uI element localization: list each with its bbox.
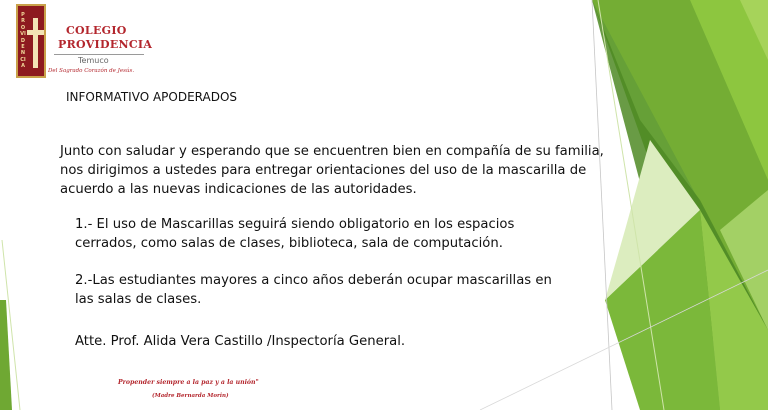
logo-divider bbox=[54, 54, 144, 55]
school-logo bbox=[14, 4, 153, 80]
notice-item-2: 2.-Las estudiantes mayores a cinco años deberán ocupar mascarillas en las salas de clases. bbox=[75, 273, 552, 307]
logo-city: Temuco bbox=[78, 56, 109, 65]
motto-author: (Madre Bernarda Morin) bbox=[152, 393, 229, 399]
motto: Propender siempre a la paz y a la unión" bbox=[118, 379, 259, 386]
crest-letters: PROVIDENCIA bbox=[20, 12, 26, 70]
signature: Atte. Prof. Alida Vera Castillo /Inspectoría General. bbox=[75, 334, 406, 349]
intro-paragraph: Junto con saludar y esperando que se encuentren bien en compañía de su familia, nos dirigimos a ustedes para entregar orientaciones del uso de la mascarilla de acuerdo a las nuevas indicaciones de las autoridades. bbox=[60, 144, 604, 197]
logo-school-name: PROVIDENCIA bbox=[58, 38, 153, 51]
page-title: INFORMATIVO APODERADOS bbox=[66, 90, 238, 104]
notice-item-1: 1.- El uso de Mascarillas seguirá siendo obligatorio en los espacios cerrados, como salas de clases, biblioteca, sala de computación. bbox=[75, 217, 515, 251]
crest-icon bbox=[16, 4, 46, 78]
logo-school-type: COLEGIO bbox=[66, 24, 127, 37]
logo-tagline: Del Sagrado Corazón de Jesús. bbox=[48, 68, 135, 74]
